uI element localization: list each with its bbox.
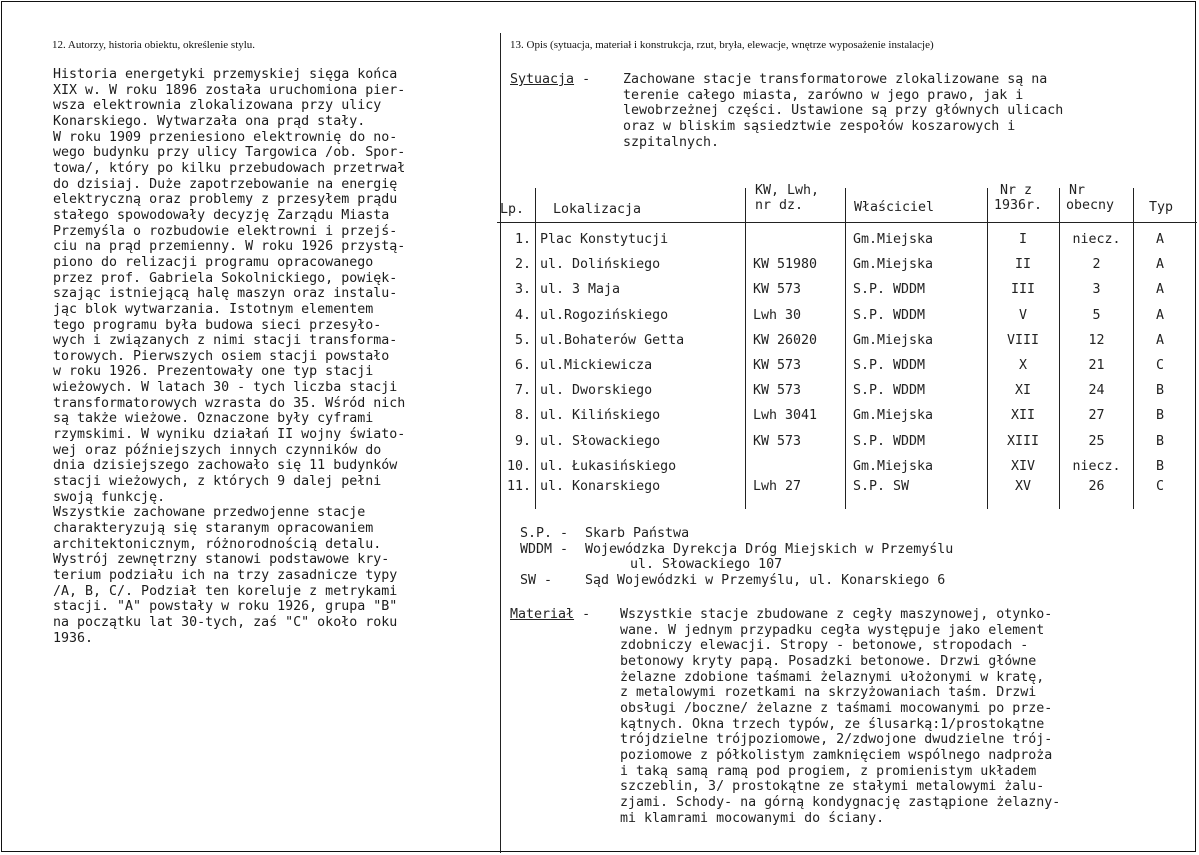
cell-lp: 7. (514, 383, 531, 399)
material-line: Wszystkie stacje zbudowane z cegły maszynowej, otynko- (620, 607, 1053, 622)
history-line: stacji wieżowych, z których 9 dalej pełni (53, 474, 382, 490)
cell-owner: S.P. WDDM (853, 433, 926, 449)
cell-typ: C (1155, 479, 1164, 494)
cell-typ: B (1155, 458, 1164, 474)
material-line: obsługi /boczne/ żelazne z taśmami mocowanymi po prze- (620, 700, 1053, 716)
cell-loc: ul. Konarskiego (540, 479, 661, 494)
cell-owner: Gm.Miejska (853, 232, 934, 247)
history-line: wieżowych. W latach 30 - tych liczba stacji (53, 380, 398, 396)
legend-text: Skarb Państwa (585, 526, 690, 541)
cell-typ: A (1155, 282, 1164, 298)
cell-nr: 24 (1088, 383, 1105, 399)
history-line: tego programu była budowa sieci przesyło- (53, 317, 382, 333)
cell-kw: KW 26020 (753, 332, 818, 348)
table-column-rule (535, 188, 536, 509)
header-kw-line1: KW, Lwh, (755, 183, 820, 198)
header-lp: Lp. (500, 202, 525, 217)
situation-label: Sytuacja (510, 72, 575, 87)
material-line: kątnych. Okna trzech typów, ze ślusarką:1/prostokątne (620, 716, 1045, 732)
cell-nr: 26 (1088, 479, 1105, 494)
material-line: wane. W jednym przypadku cegła występuje jako element (620, 622, 1045, 638)
situation-line: lewobrzeżnej części. Ustawione są przy głównych ulicach (623, 103, 1064, 119)
cell-nr36: XIII (1006, 433, 1040, 449)
cell-nr36: XI (1014, 383, 1031, 399)
cell-nr: 25 (1088, 433, 1105, 449)
situation-dash: - (582, 72, 591, 87)
cell-kw: KW 573 (753, 383, 802, 399)
cell-owner: Gm.Miejska (853, 408, 934, 424)
history-line: wsza elektrownia zlokalizowana przy ulicy (53, 98, 382, 114)
history-line: są także wieżowe. Oznaczone były cyframi (53, 411, 374, 427)
cell-owner: S.P. WDDM (853, 358, 926, 373)
history-line: na początku lat 30-tych, zaś "C" około roku (53, 614, 398, 630)
cell-owner: Gm.Miejska (853, 458, 934, 474)
cell-lp: 6. (514, 358, 531, 373)
cell-loc: ul.Mickiewicza (540, 358, 653, 373)
header-owner: Właściciel (854, 200, 935, 215)
cell-loc: ul. Kilińskiego (540, 408, 661, 424)
history-line: /A, B, C/. Podział ten koreluje z metrykami (53, 583, 398, 599)
cell-nr36: X (1018, 358, 1027, 373)
legend-abbr: S.P. - (520, 526, 569, 541)
history-line: Przemyśla o rozbudowie elektrowni i przejś- (53, 223, 398, 239)
history-line: transformatorowych wzrasta do 35. Wśród nich (53, 395, 406, 411)
cell-typ: A (1155, 332, 1164, 348)
section-12-header: 12. Autorzy, historia obiektu, określenie stylu. (52, 39, 256, 51)
material-line: szczeblin, 3/ prostokątne ze stałymi metalowymi żalu- (620, 779, 1045, 795)
cell-typ: A (1155, 257, 1164, 273)
cell-nr36: VIII (1006, 332, 1040, 348)
cell-kw: Lwh 27 (753, 479, 802, 494)
header-nr1936-line1: Nr z (1000, 183, 1033, 198)
history-line: XIX w. W roku 1896 została uruchomiona pier- (53, 82, 406, 98)
table-column-rule (845, 188, 846, 509)
situation-line: oraz w bliskim sąsiedztwie zespołów koszarowych i (623, 118, 1016, 134)
history-line: elektryczną oraz problemy z przesyłem prądu (53, 192, 398, 208)
legend-abbr: SW - (520, 572, 553, 588)
cell-loc: ul. 3 Maja (540, 282, 621, 298)
cell-lp: 2. (514, 257, 531, 273)
legend-text: ul. Słowackiego 107 (630, 557, 783, 573)
history-line: ciu na prąd przemienny. W roku 1926 przystą- (53, 239, 406, 255)
cell-nr36: XV (1014, 479, 1031, 494)
material-line: mi klamrami mocowanymi do ściany. (620, 810, 885, 826)
history-line: stałego spowodowały decyzję Zarządu Miasta (53, 207, 390, 223)
stations-table (497, 182, 1197, 502)
history-line: architektonicznym, różnorodnością detalu. (53, 536, 382, 552)
table-column-rule (987, 188, 988, 509)
history-line: Wszystkie zachowane przedwojenne stacje (53, 505, 366, 521)
cell-nr36: XIV (1010, 458, 1036, 474)
history-line: 1936. (53, 630, 94, 646)
cell-kw: Lwh 3041 (753, 408, 818, 424)
cell-typ: A (1155, 307, 1164, 323)
cell-kw: Lwh 30 (753, 307, 802, 323)
cell-nr: niecz. (1072, 458, 1121, 474)
material-line: z metalowymi rozetkami na skrzyżowaniach taśm. Drzwi (620, 685, 1037, 701)
history-line: w roku 1926. Prezentowały one typ stacji (53, 364, 374, 380)
history-line: dnia dzisiejszego zachowało się 11 budynków (53, 458, 398, 474)
cell-nr: 5 (1092, 307, 1101, 323)
cell-owner: S.P. WDDM (853, 383, 926, 399)
cell-lp: 10. (506, 458, 531, 474)
cell-nr36: I (1018, 232, 1027, 247)
cell-nr36: III (1010, 282, 1036, 298)
cell-loc: ul. Dworskiego (540, 383, 653, 399)
cell-loc: ul.Bohaterów Getta (540, 332, 685, 348)
material-line: poziomowe z półkolistym zamknięciem wspólnego nadproża (620, 747, 1053, 763)
situation-line: Zachowane stacje transformatorowe zlokalizowane są na (623, 72, 1048, 87)
cell-lp: 4. (514, 307, 531, 323)
material-text (620, 607, 1060, 826)
history-line: terium podziału ich na trzy zasadnicze typy (53, 568, 398, 583)
cell-nr36: XII (1010, 408, 1036, 424)
cell-nr36: II (1014, 257, 1031, 273)
header-kw-line2: nr dz. (755, 198, 804, 213)
history-line: torowych. Pierwszych osiem stacji powstało (53, 348, 390, 364)
legend-text: Wojewódzka Dyrekcja Dróg Miejskich w Przemyślu (585, 541, 954, 557)
cell-nr: 27 (1088, 408, 1105, 424)
history-line: Wystrój zewnętrzny stanowi podstawowe kry- (53, 552, 390, 568)
legend-text: Sąd Wojewódzki w Przemyślu, ul. Konarskiego 6 (585, 572, 946, 588)
cell-lp: 5. (514, 332, 531, 348)
table-column-rule (1133, 188, 1134, 509)
cell-lp: 9. (514, 433, 531, 449)
cell-nr: niecz. (1072, 232, 1121, 247)
table-column-rule (745, 188, 746, 509)
history-line: W roku 1909 przeniesiono elektrownię do no- (53, 129, 398, 145)
cell-loc: ul.Rogozińskiego (540, 307, 669, 323)
history-text (53, 67, 497, 646)
cell-nr36: V (1018, 307, 1027, 323)
cell-owner: S.P. WDDM (853, 282, 926, 298)
history-line: wej oraz późniejszych innych czynników do (53, 442, 382, 458)
cell-loc: ul. Dolińskiego (540, 257, 661, 273)
cell-typ: B (1155, 383, 1164, 399)
cell-typ: A (1155, 232, 1164, 247)
history-line: charakteryzują się staranym opracowaniem (53, 521, 374, 537)
cell-loc: Plac Konstytucji (540, 232, 669, 247)
cell-lp: 8. (514, 408, 531, 424)
situation-text (623, 72, 1063, 150)
history-line: do dzisiaj. Duże zapotrzebowanie na energię (53, 176, 398, 192)
header-nrnow-line1: Nr (1069, 183, 1086, 198)
cell-kw: KW 573 (753, 282, 802, 298)
cell-typ: C (1155, 358, 1164, 373)
cell-lp: 3. (514, 282, 531, 298)
cell-kw: KW 51980 (753, 257, 818, 273)
cell-owner: Gm.Miejska (853, 332, 934, 348)
legend-abbr: WDDM - (520, 541, 569, 557)
history-line: stacji. "A" powstały w roku 1926, grupa "B" (53, 599, 398, 615)
cell-owner: Gm.Miejska (853, 257, 934, 273)
cell-lp: 1. (514, 232, 531, 247)
history-line: wego budynku przy ulicy Targowica /ob. Spor- (53, 145, 406, 161)
cell-typ: B (1155, 433, 1164, 449)
material-line: zdobniczy elewacji. Stropy - betonowe, stropodach - (620, 638, 1029, 654)
cell-nr: 2 (1092, 257, 1101, 273)
material-line: betonowy kryty papą. Posadzki betonowe. Drzwi główne (620, 653, 1037, 669)
table-header-rule (497, 222, 1197, 223)
history-line: rzymskimi. W wyniku działań II wojny świato- (53, 427, 406, 443)
header-nr1936-line2: 1936r. (994, 198, 1043, 213)
history-line: Konarskiego. Wytwarzała ona prąd stały. (53, 113, 366, 129)
history-line: swoją funkcję. (53, 489, 166, 505)
cell-loc: ul. Słowackiego (540, 433, 661, 449)
header-location: Lokalizacja (553, 202, 642, 217)
history-line: piono do relizacji programu opracowanego (53, 254, 374, 270)
situation-line: terenie całego miasta, zarówno w jego prawo, jak i (623, 87, 1024, 103)
cell-owner: S.P. SW (853, 479, 910, 494)
cell-nr: 21 (1088, 358, 1105, 373)
history-line: przez prof. Gabriela Sokolnickiego, powięk- (53, 270, 398, 286)
material-label: Materiał (510, 607, 575, 622)
cell-nr: 12 (1088, 332, 1105, 348)
cell-typ: B (1155, 408, 1164, 424)
situation-line: szpitalnych. (623, 134, 720, 150)
header-type: Typ (1149, 200, 1174, 215)
cell-nr: 3 (1092, 282, 1101, 298)
material-dash: - (582, 607, 591, 622)
material-line: zjami. Schody- na górną kondygnację zastąpione żelazny- (620, 794, 1061, 810)
history-line: wych i związanych z nimi stacji transforma- (53, 333, 398, 349)
history-line: szając istniejącą halę maszyn oraz instalu- (53, 286, 398, 302)
section-13-header: 13. Opis (sytuacja, materiał i konstrukcja, rzut, bryła, elewacje, wnętrze wyposażenie instalacje) (510, 39, 934, 51)
history-line: jąc blok wytwarzania. Istotnym elementem (53, 301, 374, 317)
cell-kw: KW 573 (753, 433, 802, 449)
material-line: i taką samą ramą pod progiem, z promienistym układem (620, 763, 1037, 779)
cell-loc: ul. Łukasińskiego (540, 458, 677, 474)
material-line: żelazne zdobione taśmami żelaznymi ułożonymi w kratę, (620, 669, 1045, 685)
history-line: towa/, który po kilku przebudowach przetrwał (53, 160, 406, 176)
material-line: trójdzielne trójpoziomowe, 2/zdwojone dwudzielne trój- (620, 732, 1053, 748)
cell-owner: S.P. WDDM (853, 307, 926, 323)
cell-kw: KW 573 (753, 358, 802, 373)
cell-lp: 11. (506, 479, 531, 494)
history-line: Historia energetyki przemyskiej sięga końca (53, 67, 398, 82)
header-nrnow-line2: obecny (1066, 198, 1115, 213)
